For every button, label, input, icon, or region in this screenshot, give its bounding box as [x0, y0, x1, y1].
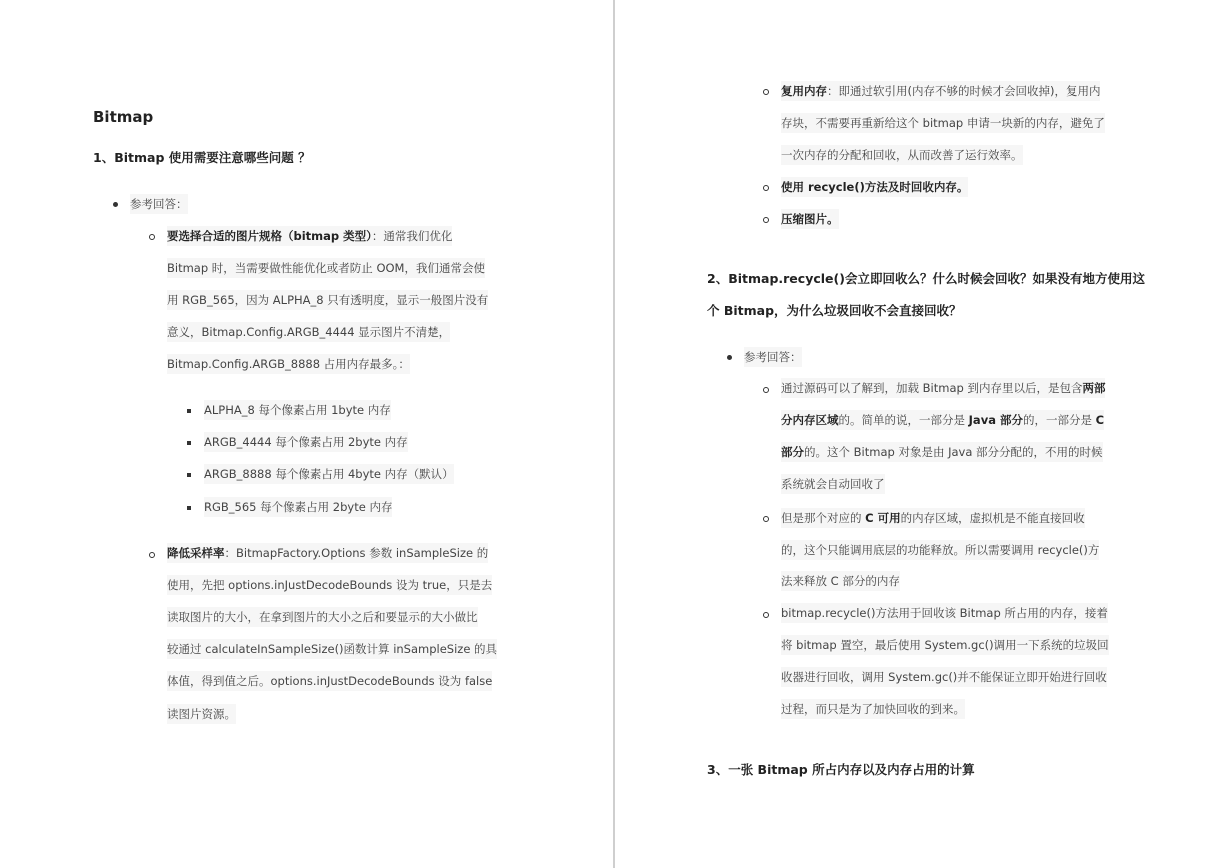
item-sample-rate-bold: 降低采样率: [167, 546, 225, 560]
bullet-circle: [149, 234, 155, 240]
bullet-disc: [727, 355, 732, 360]
item-reuse-line: 存块，不需要再重新给这个 bitmap 申请一块新的内存，避免了: [781, 113, 1105, 133]
format-item: RGB_565 每个像素占用 2byte 内存: [204, 497, 392, 517]
answer-3-line: 收器进行回收，调用 System.gc()并不能保证立即开始进行回收: [781, 667, 1107, 687]
section-title: Bitmap: [93, 108, 154, 126]
bullet-circle: [763, 612, 769, 618]
bullet-disc: [113, 202, 118, 207]
item-bitmap-format-line: Bitmap 时，当需要做性能优化或者防止 OOM，我们通常会使: [167, 258, 485, 278]
bullet-square: [187, 441, 191, 445]
bullet-circle: [763, 516, 769, 522]
reference-answer-label: 参考回答：: [744, 347, 802, 367]
item-recycle: 使用 recycle()方法及时回收内存。: [781, 177, 968, 197]
answer-1-line: 通过源码可以了解到，加载 Bitmap 到内存里以后，是包含两部: [781, 378, 1105, 398]
bullet-circle: [763, 89, 769, 95]
item-sample-rate-line: 使用，先把 options.inJustDecodeBounds 设为 true，只是去: [167, 575, 492, 595]
item-compress: 压缩图片。: [781, 209, 839, 229]
item-bitmap-format-line: Bitmap.Config.ARGB_8888 占用内存最多。：: [167, 354, 410, 374]
item-reuse-line: 一次内存的分配和回收，从而改善了运行效率。: [781, 145, 1023, 165]
bullet-circle: [763, 217, 769, 223]
bullet-circle: [763, 387, 769, 393]
answer-2-line: 法来释放 C 部分的内存: [781, 571, 900, 591]
item-reuse-line-1: 复用内存：即通过软引用(内存不够的时候才会回收掉)，复用内: [781, 81, 1100, 101]
format-item: ARGB_4444 每个像素占用 2byte 内存: [204, 432, 408, 452]
answer-3-line: 过程，而只是为了加快回收的到来。: [781, 699, 965, 719]
question-3: 3、一张 Bitmap 所占内存以及内存占用的计算: [707, 762, 975, 777]
item-reuse-bold: 复用内存: [781, 84, 827, 98]
question-1: 1、Bitmap 使用需要注意哪些问题 ？: [93, 150, 311, 165]
answer-1-line: 系统就会自动回收了: [781, 474, 885, 494]
question-2-line-2: 个 Bitmap，为什么垃圾回收不会直接回收？: [707, 303, 962, 318]
answer-2-line: 但是那个对应的 C 可用的内存区域，虚拟机是不能直接回收: [781, 508, 1085, 528]
format-item: ALPHA_8 每个像素占用 1byte 内存: [204, 400, 391, 420]
answer-1-line: 部分的。这个 Bitmap 对象是由 Java 部分分配的，不用的时候: [781, 442, 1103, 462]
reference-answer-label: 参考回答：: [130, 194, 188, 214]
bullet-square: [187, 506, 191, 510]
format-item: ARGB_8888 每个像素占用 4byte 内存（默认）: [204, 464, 454, 484]
item-sample-rate-line: 读取图片的大小，在拿到图片的大小之后和要显示的大小做比: [167, 607, 478, 627]
item-bitmap-format-line: 用 RGB_565，因为 ALPHA_8 只有透明度，显示一般图片没有: [167, 290, 488, 310]
answer-1-line: 分内存区域的。简单的说，一部分是 Java 部分的，一部分是 C: [781, 410, 1104, 430]
bullet-square: [187, 409, 191, 413]
bullet-circle: [763, 185, 769, 191]
item-bitmap-format-bold: 要选择合适的图片规格（bitmap 类型）: [167, 229, 372, 243]
answer-2-line: 的，这个只能调用底层的功能释放。所以需要调用 recycle()方: [781, 540, 1099, 560]
bullet-circle: [149, 552, 155, 558]
answer-3-line: 将 bitmap 置空，最后使用 System.gc()调用一下系统的垃圾回: [781, 635, 1109, 655]
item-sample-rate-line: 较通过 calculateInSampleSize()函数计算 inSampleSize 的具: [167, 639, 497, 659]
item-bitmap-format-line: 意义，Bitmap.Config.ARGB_4444 显示图片不清楚，: [167, 322, 450, 342]
question-2-line-1: 2、Bitmap.recycle()会立即回收么？什么时候会回收？如果没有地方使用这: [707, 271, 1145, 286]
item-sample-rate-line: 读图片资源。: [167, 704, 236, 724]
bullet-square: [187, 473, 191, 477]
page-left: [0, 0, 613, 868]
answer-3-line: bitmap.recycle()方法用于回收该 Bitmap 所占用的内存，接着: [781, 603, 1108, 623]
item-sample-rate-line-1: 降低采样率：BitmapFactory.Options 参数 inSampleSize 的: [167, 543, 488, 563]
item-sample-rate-line: 体值，得到值之后。options.inJustDecodeBounds 设为 false: [167, 671, 492, 691]
item-bitmap-format-line-1: 要选择合适的图片规格（bitmap 类型）：通常我们优化: [167, 226, 452, 246]
page-right: [615, 0, 1228, 868]
